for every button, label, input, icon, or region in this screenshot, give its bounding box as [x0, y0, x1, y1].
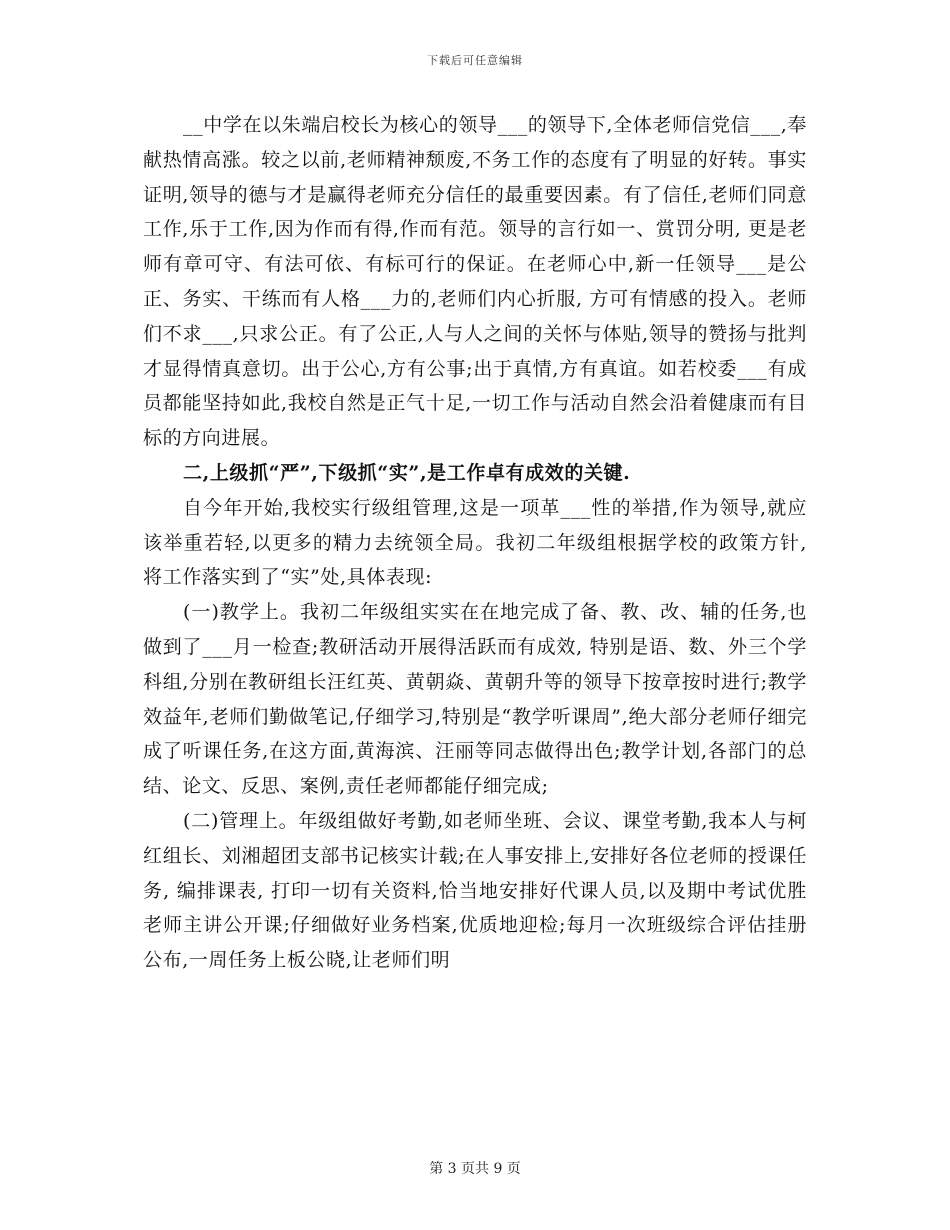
document-body: [143, 108, 807, 978]
page-header: 下载后可任意编辑: [427, 54, 523, 67]
paragraph-teaching: (一)教学上。我初二年级组实实在在地完成了备、教、改、辅的任务,也做到了___月一检查;教研活动开展得活跃而有成效, 特别是语、数、外三个学科组,分别在教研组长汪红英、黄朝焱、黄朝升等的领导下按章按时进行;教学效益年,老师们勤做笔记,仔细学习,特别是“教学听课周”,绝大部分老师仔细完成了听课任务,在这方面,黄海滨、汪丽等同志做得出色;教学计划,各部门的总结、论文、反思、案例,责任老师都能仔细完成;: [143, 601, 807, 798]
section-heading: 二,上级抓“严”,下级抓“实”,是工作卓有成效的关键.: [183, 461, 631, 484]
paragraph-management: (二)管理上。年级组做好考勤,如老师坐班、会议、课堂考勤,我本人与柯红组长、刘湘超团支部书记核实计载;在人事安排上,安排好各位老师的授课任务, 编排课表, 打印一切有关资料,恰当地安排好代课人员,以及期中考试优胜老师主讲公开课;仔细做好业务档案,优质地迎检;每月一次班级综合评估挂册公布,一周任务上板公晓,让老师们明: [143, 809, 807, 972]
paragraph-leadership: __中学在以朱端启校长为核心的领导___的领导下,全体老师信党信___,奉献热情高涨。较之以前,老师精神颓废,不务工作的态度有了明显的好转。事实证明,领导的德与才是赢得老师充分信任的最重要因素。有了信任,老师们同意工作,乐于工作,因为作而有得,作而有范。领导的言行如一、赏罚分明, 更是老师有章可守、有法可依、有标可行的保证。在老师心中,新一任领导___是公正、务实、干练而有人格___力的,老师们内心折服, 方可有情感的投入。老师们不求___,只求公正。有了公正,人与人之间的关怀与体贴,领导的赞扬与批判才显得情真意切。出于公心,方有公事;出于真情,方有真谊。如若校委___有成员都能坚持如此,我校自然是正气十足,一切工作与活动自然会沿着健康而有目标的方向进展。: [143, 114, 807, 450]
paragraph-grade-management: 自今年开始,我校实行级组管理,这是一项革___性的举措,作为领导,就应该举重若轻,以更多的精力去统领全局。我初二年级组根据学校的政策方针, 将工作落实到了“实”处,具体表现:: [143, 496, 807, 589]
page-number: 第 3 页共 9 页: [429, 1161, 521, 1177]
